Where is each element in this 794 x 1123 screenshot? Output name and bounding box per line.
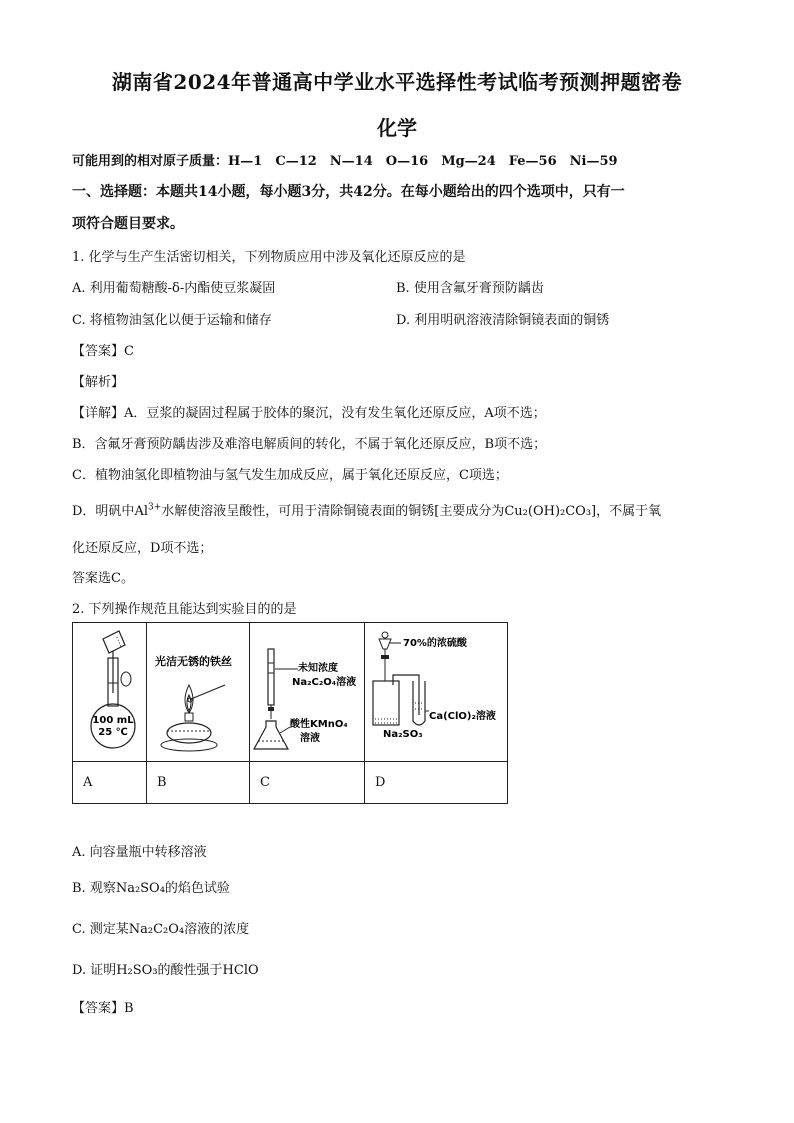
- hypochlorite-label: Ca(ClO)₂溶液: [429, 711, 496, 722]
- answer-tag: 【答案】: [72, 344, 125, 359]
- burette-label-1: 未知浓度: [298, 663, 338, 674]
- masses-label: 可能用到的相对原子质量：: [72, 154, 229, 169]
- acid-label: 70%的浓硫酸: [403, 638, 467, 649]
- detail-tag: 【详解】: [72, 406, 125, 421]
- flask-volume-label: 100 mL: [92, 715, 134, 726]
- q1-option-d: D. 利用明矾溶液清除铜镜表面的铜锈: [396, 313, 610, 328]
- mass-item: Mg—24: [441, 154, 496, 169]
- q1-option-b: B. 使用含氟牙膏预防龋齿: [396, 281, 544, 296]
- q1-detail-a: [72, 402, 546, 421]
- flask-label-1: 酸性KMnO₄: [290, 719, 348, 730]
- q1-analysis-tag: 【解析】: [72, 375, 125, 390]
- apparatus-table: [72, 622, 508, 804]
- figure-b-cell: [147, 623, 250, 762]
- malachite-formula: Cu₂(OH)₂CO₃: [504, 504, 592, 519]
- q1-option-a: A. 利用葡萄糖酸-δ-内酯使豆浆凝固: [72, 281, 276, 296]
- q2-option-b: B. 观察Na₂SO₄的焰色试验: [72, 881, 230, 896]
- mass-item: Fe—56: [508, 154, 557, 169]
- label-b: B: [147, 762, 250, 804]
- q1-detail-b: B．含氟牙膏预防龋齿涉及难溶电解质间的转化，不属于氧化还原反应，B项不选；: [72, 437, 547, 452]
- detail-d-prefix: D．明矾中: [72, 504, 135, 519]
- mass-item: H—1: [228, 154, 263, 169]
- mass-item: N—14: [329, 154, 373, 169]
- flask-label-2: 溶液: [300, 733, 320, 744]
- exam-title: 湖南省2024年普通高中学业水平选择性考试临考预测押题密卷: [111, 70, 683, 94]
- q2-option-c: C. 测定某Na₂C₂O₄溶液的浓度: [72, 922, 250, 937]
- label-c: C: [250, 762, 365, 804]
- q1-stem: 1. 化学与生产生活密切相关，下列物质应用中涉及氧化还原反应的是: [72, 250, 466, 265]
- q1-answer: [72, 340, 134, 359]
- volumetric-flask-icon: [73, 623, 146, 757]
- answer-value: C: [124, 344, 134, 359]
- flame-test-icon: [147, 623, 249, 757]
- figure-a-cell: [73, 623, 147, 762]
- label-d: D: [365, 762, 508, 804]
- q1-detail-c: C．植物油氢化即植物油与氢气发生加成反应，属于氧化还原反应，C项选；: [72, 468, 508, 483]
- q1-option-c: C. 将植物油氢化以便于运输和储存: [72, 313, 272, 328]
- subject-title: 化学: [377, 116, 417, 140]
- iron-wire-label: 光洁无锈的铁丝: [155, 655, 232, 668]
- detail-a-text: A．豆浆的凝固过程属于胶体的聚沉，没有发生氧化还原反应，A项不选；: [124, 406, 546, 421]
- titration-icon: [250, 623, 364, 757]
- q2-option-a: A. 向容量瓶中转移溶液: [72, 845, 207, 860]
- q1-conclusion: 答案选C。: [72, 571, 134, 586]
- aluminum-ion: Al: [134, 504, 148, 519]
- figure-d-cell: [365, 623, 508, 762]
- q1-detail-d-line2: 化还原反应，D项不选；: [72, 541, 213, 556]
- mass-item: C—12: [275, 154, 317, 169]
- detail-d-suffix: ]，不属于氧: [591, 504, 662, 519]
- gas-generation-icon: [365, 623, 507, 757]
- detail-d-middle: 水解使溶液呈酸性，可用于清除铜镜表面的铜锈[主要成分为: [161, 504, 505, 519]
- section-heading-line2: 项符合题目要求。: [72, 216, 184, 232]
- ion-charge: 3+: [147, 502, 162, 513]
- label-a: A: [73, 762, 147, 804]
- q2-answer: [72, 997, 134, 1016]
- burette-label-2: Na₂C₂O₄溶液: [292, 677, 357, 688]
- mass-item: Ni—59: [569, 154, 618, 169]
- answer-tag: 【答案】: [72, 1001, 125, 1016]
- answer-value: B: [124, 1001, 134, 1016]
- q1-detail-d-line1: [72, 500, 661, 519]
- figure-c-cell: [250, 623, 365, 762]
- section-heading-line1: 一、选择题：本题共14小题，每小题3分，共42分。在每小题给出的四个选项中，只有一: [72, 184, 625, 200]
- atomic-masses: [72, 150, 631, 169]
- q2-option-d: D. 证明H₂SO₃的酸性强于HClO: [72, 963, 259, 978]
- mass-item: O—16: [385, 154, 429, 169]
- q2-stem: 2. 下列操作规范且能达到实验目的的是: [72, 602, 297, 617]
- sulfite-label: Na₂SO₃: [383, 729, 423, 740]
- flask-temperature-label: 25 ℃: [98, 727, 128, 738]
